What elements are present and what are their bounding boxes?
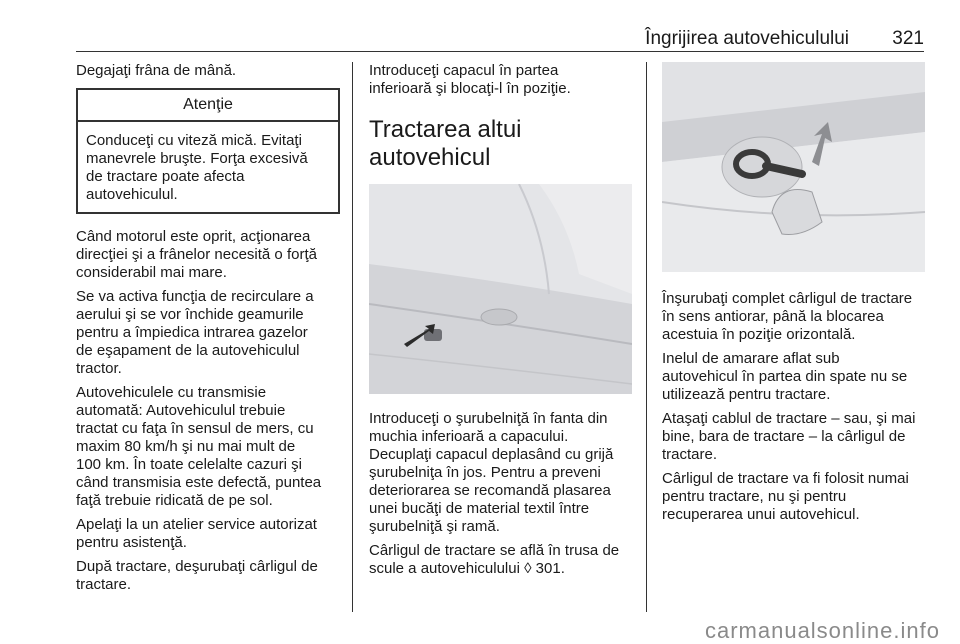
- paragraph: Autovehiculele cu transmisie automată: Autovehiculul trebuie tractat cu faţa în sensul de mers, cu maxim 80 km/h şi nu mai mult de 100 km. În toate celelalte cazuri şi când transmisia este defectă, puntea faţă trebuie ridicată de pe sol.: [76, 384, 322, 509]
- warning-box: [76, 88, 340, 214]
- paragraph: Se va activa funcţia de recirculare a aerului şi se vor închide geamurile pentru a împiedica intrarea gazelor de eşapament de la autovehiculul tractor.: [76, 288, 314, 377]
- paragraph: Înşurubaţi complet cârligul de tractare în sens antiorar, până la blocarea acestuia în poziţie orizontală.: [662, 290, 913, 343]
- paragraph: Ataşaţi cablul de tractare – sau, şi mai bine, bara de tractare – la cârligul de tractare.: [662, 410, 916, 463]
- column-1: [76, 62, 340, 600]
- warning-title: Atenţie: [78, 90, 338, 122]
- bumper-illustration: [369, 184, 632, 394]
- intro-text: Introduceţi capacul în partea inferioară şi blocaţi-l în poziţie.: [369, 62, 571, 97]
- towing-eye-illustration: [662, 62, 925, 272]
- header-divider: [76, 51, 924, 52]
- section-title: Tractarea altui autovehicul: [369, 116, 522, 171]
- rear-bumper-figure: [369, 184, 632, 394]
- paragraph: Cârligul de tractare va fi folosit numai pentru tractare, nu şi pentru recuperarea unui autovehicul.: [662, 470, 909, 523]
- column-divider-2: [646, 62, 647, 612]
- paragraph: Inelul de amarare aflat sub autovehicul în partea din spate nu se utilizează pentru tractare.: [662, 350, 908, 403]
- chapter-title: Îngrijirea autovehiculului: [645, 28, 850, 49]
- warning-text: Conduceţi cu viteză mică. Evitaţi manevrele bruşte. Forţa excesivă de tractare poate afecta autovehiculul.: [86, 132, 308, 203]
- paragraph: Introduceţi o şurubelniţă în fanta din muchia inferioară a capacului. Decuplaţi capacul deplasând cu grijă şurubelniţa în jos. Pentru a preveni deteriorarea se recomandă plasarea unei bucăţi de material textil între şurubelniţă şi ramă.: [369, 410, 614, 535]
- intro-text: Degajaţi frâna de mână.: [76, 62, 237, 79]
- column-divider-1: [352, 62, 353, 612]
- towing-eye-figure: [662, 62, 925, 272]
- paragraph: Când motorul este oprit, acţionarea direcţiei şi a frânelor necesită o forţă considerabil mai mare.: [76, 228, 317, 281]
- paragraph: Apelaţi la un atelier service autorizat pentru asistenţă.: [76, 516, 317, 551]
- column-2: [369, 62, 633, 584]
- paragraph: După tractare, deşurubaţi cârligul de tractare.: [76, 558, 318, 593]
- watermark: carmanualsonline.info: [704, 618, 940, 643]
- column-3: [662, 290, 926, 530]
- paragraph: Cârligul de tractare se află în trusa de scule a autovehiculului ◊ 301.: [369, 542, 620, 577]
- page-header: [76, 28, 924, 50]
- page-number: 321: [892, 28, 924, 49]
